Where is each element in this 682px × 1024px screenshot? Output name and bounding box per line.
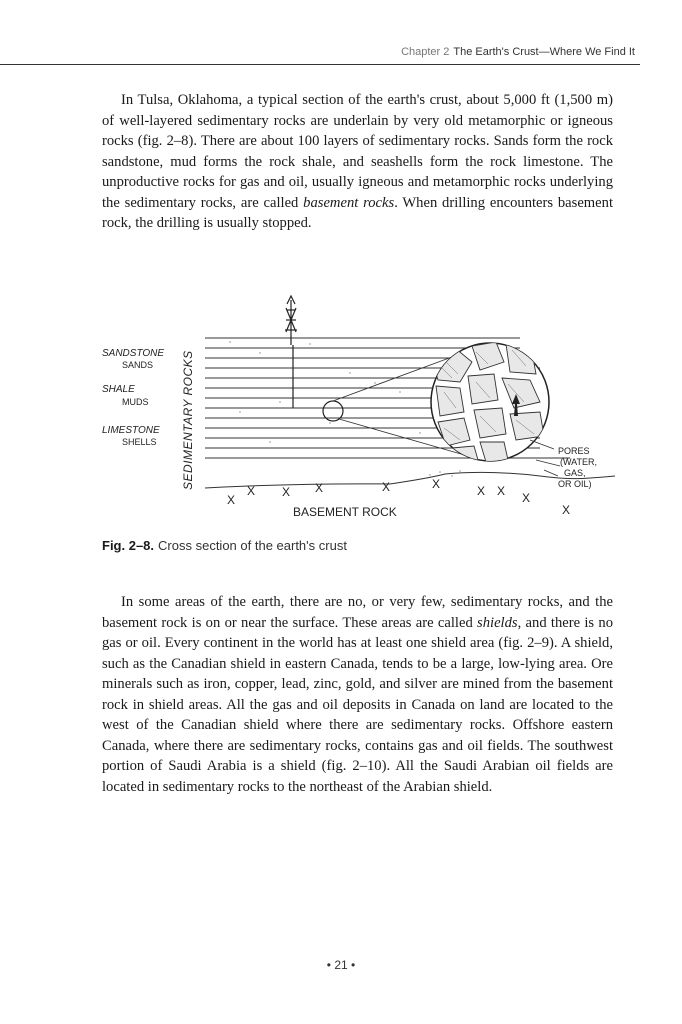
x-mark: X [432,477,441,491]
figure-crust-cross-section [100,290,640,530]
paragraph-basement-rocks [102,90,613,234]
x-mark: X [477,484,486,498]
pores-label [558,446,597,489]
label-muds: MUDS [122,397,149,407]
x-mark: X [562,503,571,517]
label-basement-rock: BASEMENT ROCK [293,505,397,519]
x-mark: X [522,491,531,505]
label-sandstone: SANDSTONE [102,348,165,359]
term-shields: shields [477,614,518,631]
header-rule [0,64,640,65]
figure-caption-text: Cross section of the earth's crust [158,538,347,553]
header-chapter: Chapter 2 [401,46,450,58]
figure-caption [102,538,347,553]
left-rock-labels [102,348,164,447]
cross-section-diagram [100,290,640,530]
header-text [401,46,635,58]
paragraph2-text: In some areas of the earth, there are no, or very few, sedimentary rocks, and the basement rock is on or near the surface. These areas are called [102,594,613,631]
drilling-rig-icon [285,296,297,408]
paragraph-shields [102,592,613,797]
rock-layer-lines [205,338,615,488]
x-mark: X [497,484,506,498]
label-sands: SANDS [122,360,154,370]
pores-label-line-4: OR OIL) [558,479,592,489]
pores-label-line-1: PORES [558,446,590,456]
x-mark: X [382,480,391,494]
x-mark: X [315,481,324,495]
figure-number: Fig. 2–8. [102,538,155,553]
x-mark: X [247,484,256,498]
page-number: • 21 • [326,958,356,972]
paragraph1-text-end: . When drilling encounters basement rock, the drilling is usually stopped. [102,194,613,231]
term-basement-rocks: basement rocks [303,194,395,211]
header-title: The Earth's Crust—Where We Find It [453,46,635,58]
label-shale: SHALE [102,384,135,395]
x-mark: X [282,485,291,499]
magnified-pore-view [431,342,549,462]
x-mark: X [227,493,236,507]
pores-label-line-3: GAS, [564,468,586,478]
label-sedimentary-rocks: SEDIMENTARY ROCKS [181,350,195,490]
label-shells: SHELLS [122,437,157,447]
layer-dot-texture [229,341,460,476]
paragraph2-text-end: , and there is no gas or oil. Every continent in the world has at least one shield area (fig. 2–9). A shield, such as the Canadian shield in eastern Canada, tends to be a large, low-lying area. Ore minerals such as iron, copper, lead, zinc, gold, and silver are mined from the basement rock in shield areas. All the gas and oil deposits in Canada on land are located to the west of the Canadian shield where there are sedimentary rocks. Offshore eastern Canada, where there are sedimentary rocks, contains gas and oil fields. The southwest portion of Saudi Arabia is a shield (fig. 2–10). All the Saudi Arabian oil fields are located in sedimentary rocks to the northeast of the Arabian shield. [102,614,614,795]
paragraph1-text: In Tulsa, Oklahoma, a typical section of the earth's crust, about 5,000 ft (1,500 m) of well-layered sedimentary rocks are underlain by very old metamorphic or igneous rocks (fig. 2–8). There are about 100 layers of sedimentary rocks. Sands form the rock sandstone, mud forms the rock shale, and seashells form the rock limestone. The unproductive rocks for gas and oil, usually igneous and metamorphic rocks underlying the sedimentary rocks, are called [102,92,613,211]
pores-label-line-2: (WATER, [560,457,597,467]
label-limestone: LIMESTONE [102,425,160,436]
